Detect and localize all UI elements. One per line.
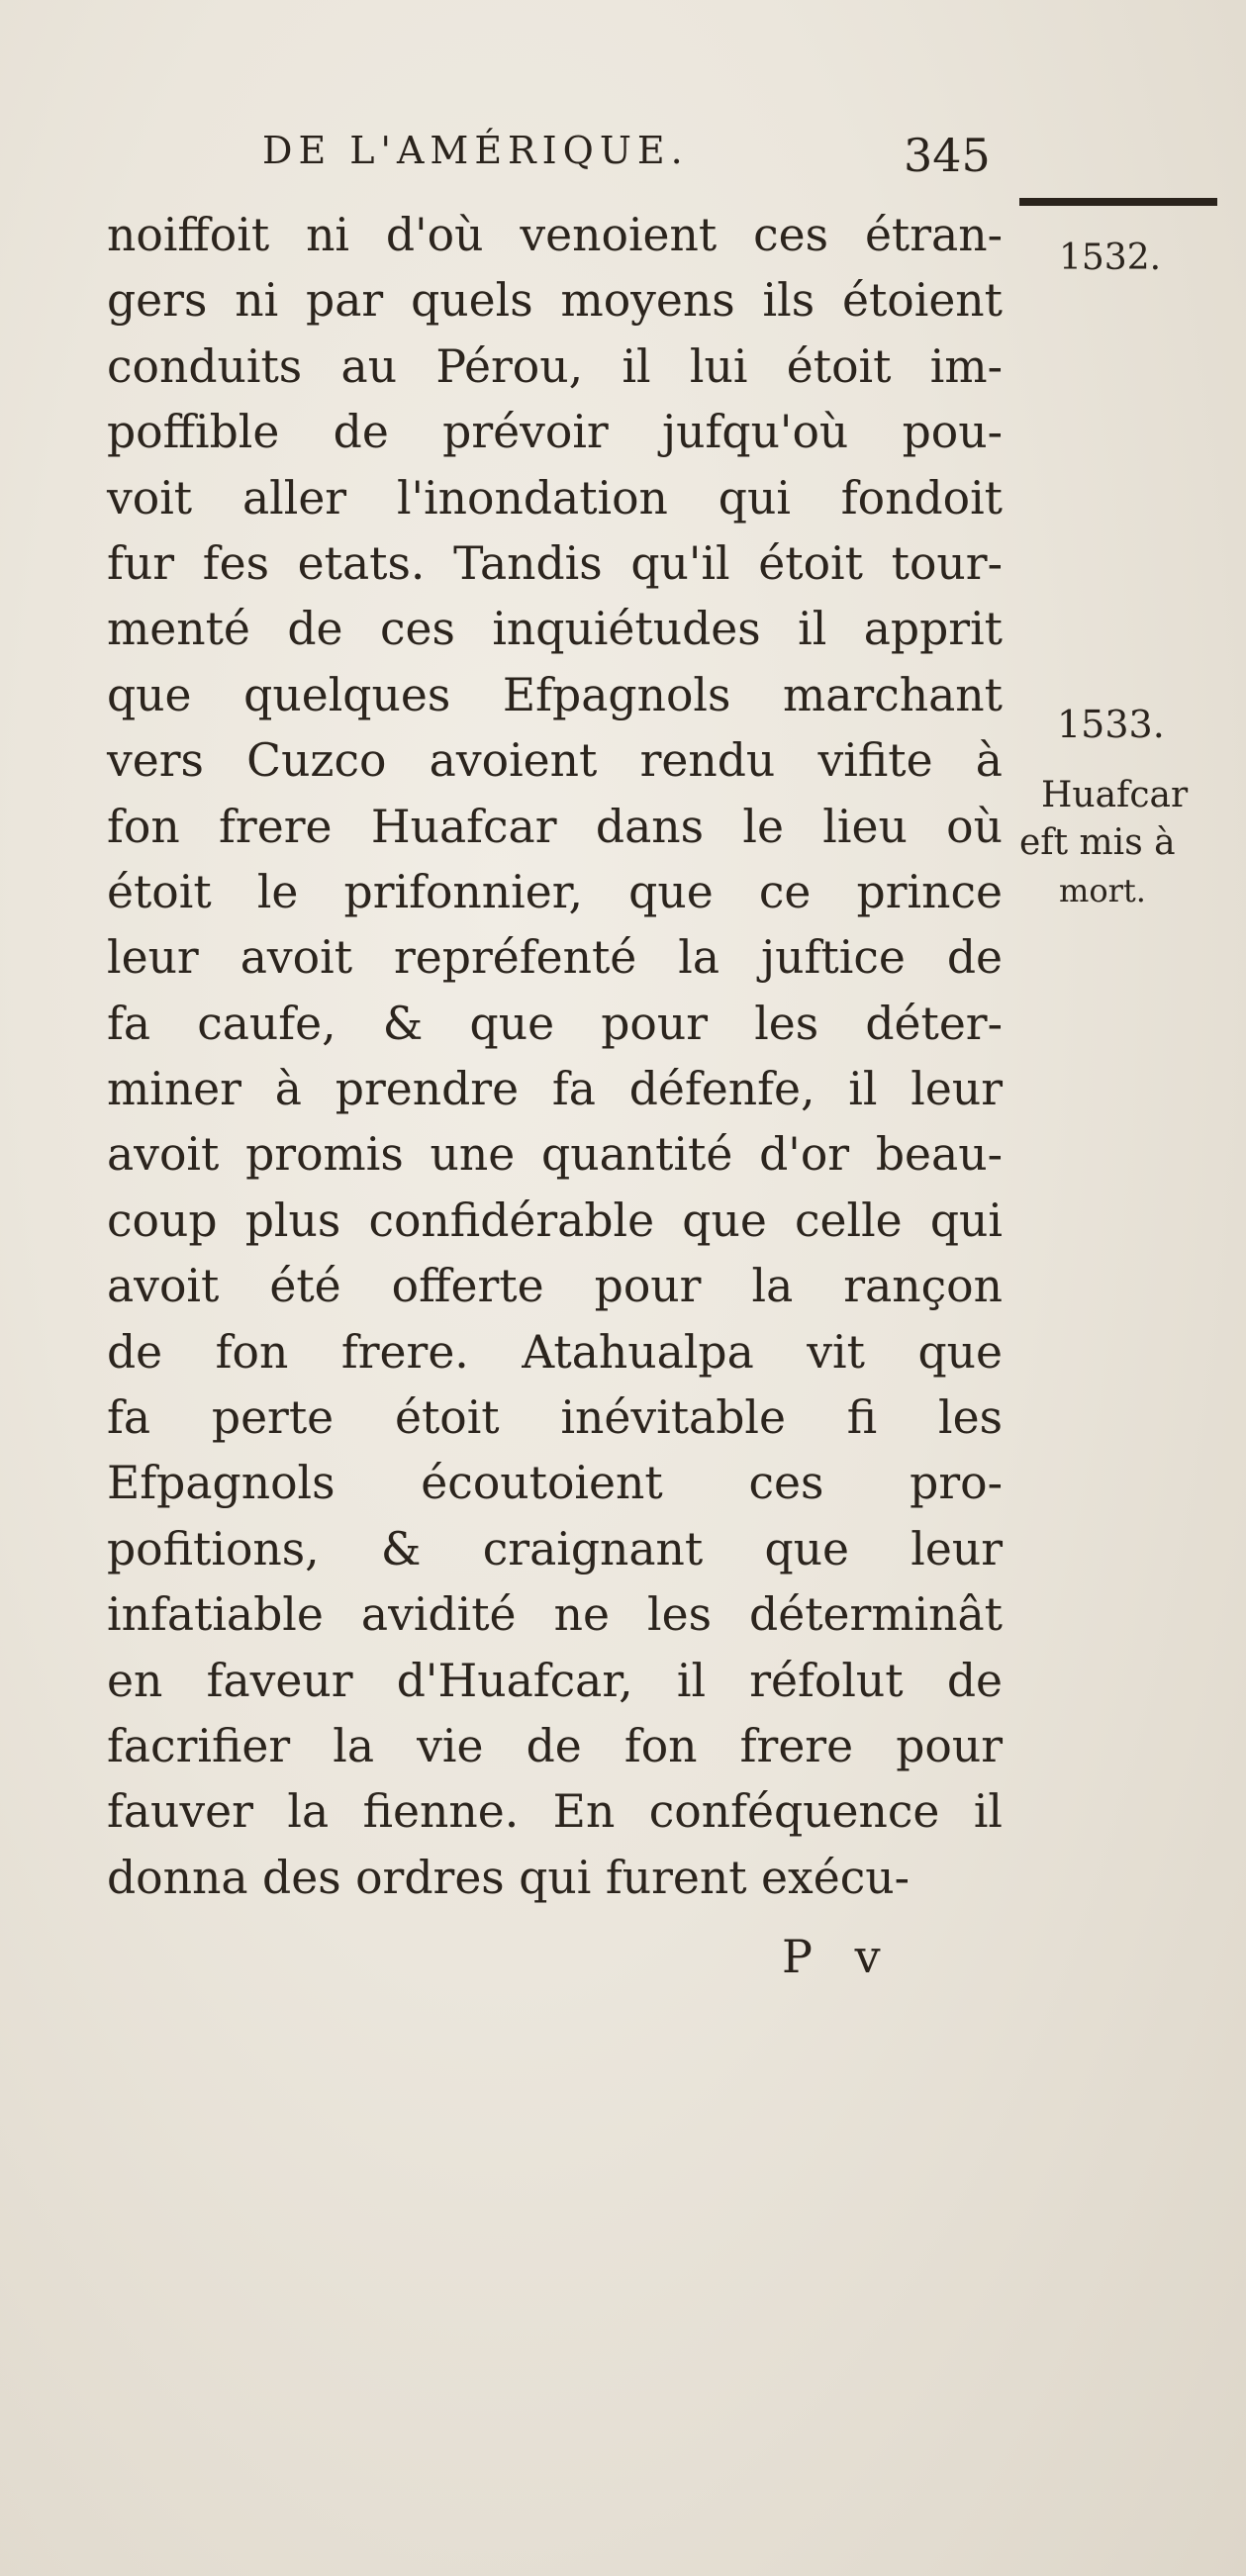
body-text: [107, 203, 1003, 1911]
text-line: avoit été offerte pour la rançon: [107, 1260, 1003, 1313]
text-line: que quelques Efpagnols marchant: [107, 668, 1003, 721]
text-line: voit aller l'inondation qui fondoit: [107, 471, 1003, 525]
signature-mark: P v: [782, 1930, 895, 1983]
text-line: menté de ces inquiétudes il apprit: [107, 603, 1003, 656]
text-line: noiffoit ni d'où venoient ces étran-: [107, 209, 1003, 261]
text-line: fa perte étoit inévitable fi les: [107, 1391, 1003, 1445]
text-line: donna des ordres qui furent exécu-: [107, 1851, 911, 1904]
text-line: leur avoit repréfenté la juftice de: [107, 931, 1003, 985]
running-head: [262, 129, 1034, 188]
margin-year-1532: 1532.: [1059, 238, 1162, 278]
text-line: avoit promis une quantité d'or beau-: [107, 1128, 1003, 1182]
text-line: fur fes etats. Tandis qu'il étoit tour-: [107, 536, 1003, 590]
text-line: infatiable avidité ne les déterminât: [107, 1588, 1003, 1642]
text-line: fauver la fienne. En conféquence il: [107, 1785, 1003, 1839]
margin-note: [1019, 772, 1227, 914]
text-line: gers ni par quels moyens ils étoient: [107, 274, 1003, 328]
text-line: Efpagnols écoutoient ces pro-: [107, 1457, 1003, 1510]
text-line: étoit le prifonnier, que ce prince: [107, 865, 1003, 918]
text-line: de fon frere. Atahualpa vit que: [107, 1325, 1003, 1379]
text-line: en faveur d'Huafcar, il réfolut de: [107, 1654, 1003, 1707]
text-line: conduits au Pérou, il lui étoit im-: [107, 339, 1003, 393]
header-rule: [1019, 198, 1217, 206]
text-line: fon frere Huafcar dans le lieu où: [107, 800, 1003, 853]
margin-note-line: Huafcar: [1041, 775, 1189, 815]
running-title: DE L'AMÉRIQUE.: [262, 129, 689, 172]
text-line: pofitions, & craignant que leur: [107, 1522, 1003, 1575]
text-line: fa caufe, & que pour les déter-: [107, 997, 1003, 1050]
text-line: facrifier la vie de fon frere pour: [107, 1719, 1003, 1772]
text-line: coup plus confidérable que celle qui: [107, 1193, 1003, 1247]
text-line: poffible de prévoir jufqu'où pou-: [107, 406, 1003, 459]
text-line: vers Cuzco avoient rendu vifite à: [107, 734, 1003, 788]
margin-year-1533: 1533.: [1057, 703, 1165, 746]
margin-note-line: eft mis à: [1019, 822, 1176, 863]
page-number: 345: [904, 129, 991, 182]
text-line: miner à prendre fa défenfe, il leur: [107, 1063, 1003, 1116]
margin-note-line: mort.: [1059, 872, 1146, 909]
